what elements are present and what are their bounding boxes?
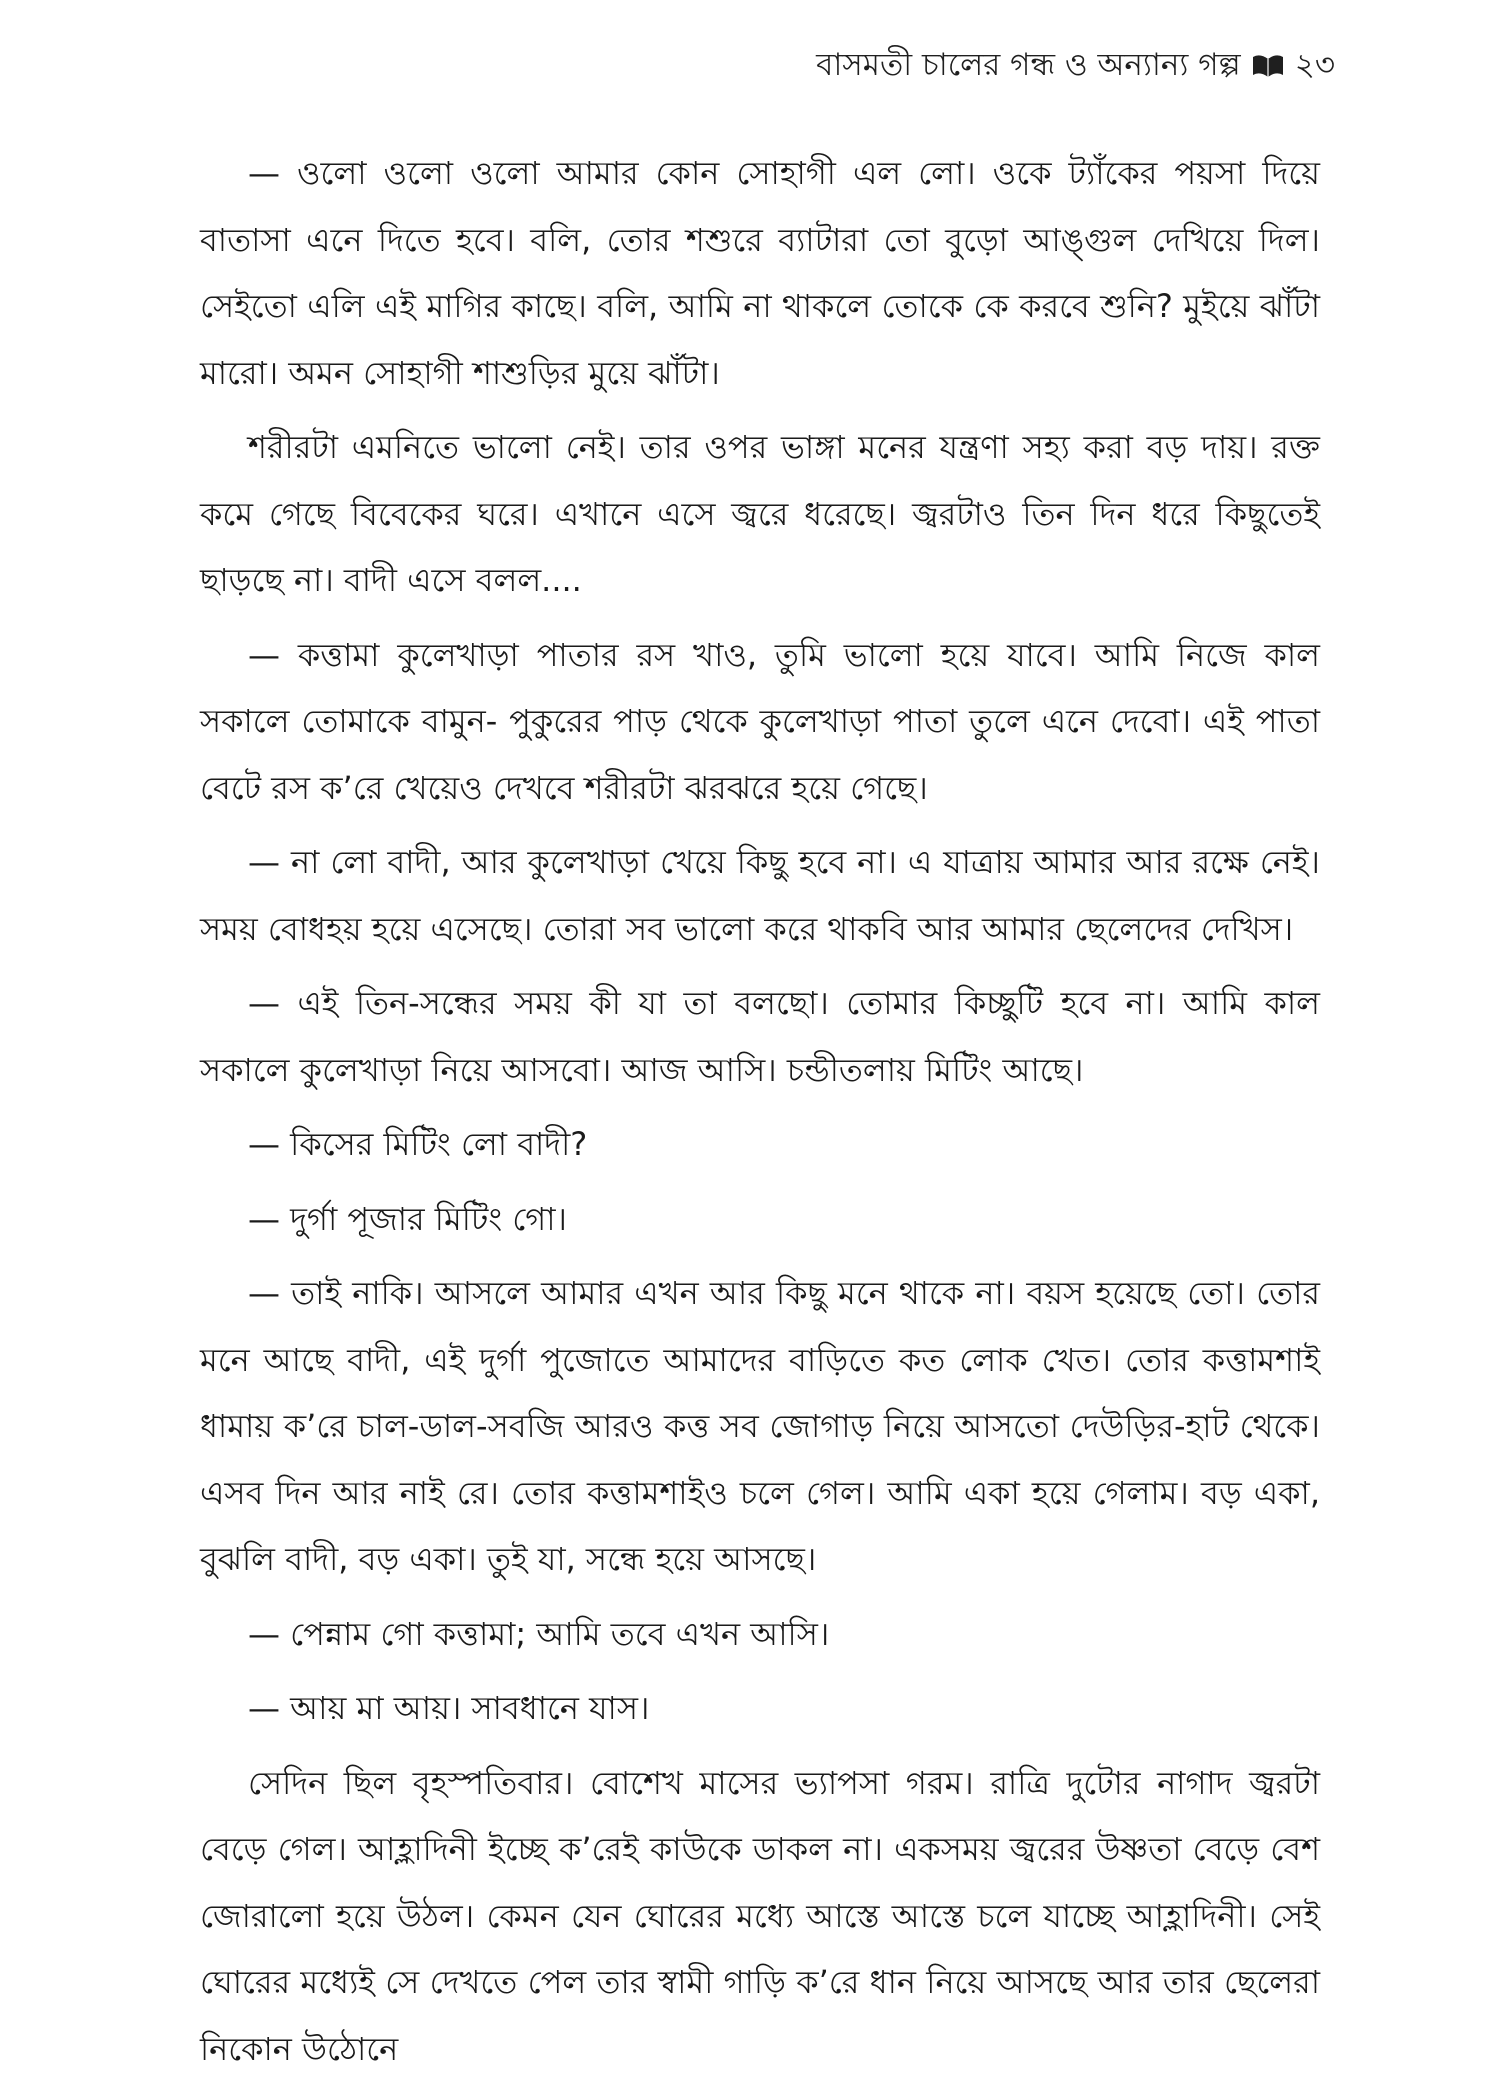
- paragraph: — তাই নাকি। আসলে আমার এখন আর কিছু মনে থাকে না। বয়স হয়েছে তো। তোর মনে আছে বাদী, এই দুর্গা পুজোতে আমাদের বাড়িতে কত লোক খেত। তোর কত্তামশাই ধামায় ক’রে চাল-ডাল-সবজি আরও কত্ত সব জোগাড় নিয়ে আসতো দেউড়ির-হাট থেকে। এসব দিন আর নাই রে। তোর কত্তামশাইও চলে গেল। আমি একা হয়ে গেলাম। বড় একা, বুঝলি বাদী, বড় একা। তুই যা, সন্ধে হয়ে আসছে।: [200, 1260, 1320, 1593]
- open-book-icon: [1251, 51, 1285, 79]
- paragraph: — ওলো ওলো ওলো আমার কোন সোহাগী এল লো। ওকে ট্যাঁকের পয়সা দিয়ে বাতাসা এনে দিতে হবে। বলি, তোর শশুরে ব্যাটারা তো বুড়ো আঙ্গুল দেখিয়ে দিল। সেইতো এলি এই মাগির কাছে। বলি, আমি না থাকলে তোকে কে করবে শুনি? মুইয়ে ঝাঁটা মারো। অমন সোহাগী শাশুড়ির মুয়ে ঝাঁটা।: [200, 140, 1320, 406]
- body-text: [200, 140, 1320, 2082]
- paragraph: — আয় মা আয়। সাবধানে যাস।: [200, 1675, 1320, 1742]
- paragraph: — এই তিন-সন্ধের সময় কী যা তা বলছো। তোমার কিচ্ছুটি হবে না। আমি কাল সকালে কুলেখাড়া নিয়ে আসবো। আজ আসি। চন্ডীতলায় মিটিং আছে।: [200, 970, 1320, 1103]
- paragraph: — না লো বাদী, আর কুলেখাড়া খেয়ে কিছু হবে না। এ যাত্রায় আমার আর রক্ষে নেই। সময় বোধহয় হয়ে এসেছে। তোরা সব ভালো করে থাকবি আর আমার ছেলেদের দেখিস।: [200, 829, 1320, 962]
- paragraph: — দুর্গা পূজার মিটিং গো।: [200, 1186, 1320, 1253]
- page-number: ২৩: [1295, 40, 1335, 90]
- paragraph: শরীরটা এমনিতে ভালো নেই। তার ওপর ভাঙ্গা মনের যন্ত্রণা সহ্য করা বড় দায়। রক্ত কমে গেছে বিবেকের ঘরে। এখানে এসে জ্বরে ধরেছে। জ্বরটাও তিন দিন ধরে কিছুতেই ছাড়ছে না। বাদী এসে বলল....: [200, 414, 1320, 614]
- running-header: [816, 40, 1335, 90]
- book-title: বাসমতী চালের গন্ধ ও অন্যান্য গল্প: [816, 40, 1241, 90]
- paragraph: সেদিন ছিল বৃহস্পতিবার। বোশেখ মাসের ভ্যাপসা গরম। রাত্রি দুটোর নাগাদ জ্বরটা বেড়ে গেল। আহ্লাদিনী ইচ্ছে ক’রেই কাউকে ডাকল না। একসময় জ্বরের উষ্ণতা বেড়ে বেশ জোরালো হয়ে উঠল। কেমন যেন ঘোরের মধ্যে আস্তে আস্তে চলে যাচ্ছে আহ্লাদিনী। সেই ঘোরের মধ্যেই সে দেখতে পেল তার স্বামী গাড়ি ক’রে ধান নিয়ে আসছে আর তার ছেলেরা নিকোন উঠোনে: [200, 1750, 1320, 2082]
- paragraph: — কত্তামা কুলেখাড়া পাতার রস খাও, তুমি ভালো হয়ে যাবে। আমি নিজে কাল সকালে তোমাকে বামুন- পুকুরের পাড় থেকে কুলেখাড়া পাতা তুলে এনে দেবো। এই পাতা বেটে রস ক’রে খেয়েও দেখবে শরীরটা ঝরঝরে হয়ে গেছে।: [200, 622, 1320, 822]
- paragraph: — কিসের মিটিং লো বাদী?: [200, 1111, 1320, 1178]
- paragraph: — পেন্নাম গো কত্তামা; আমি তবে এখন আসি।: [200, 1601, 1320, 1668]
